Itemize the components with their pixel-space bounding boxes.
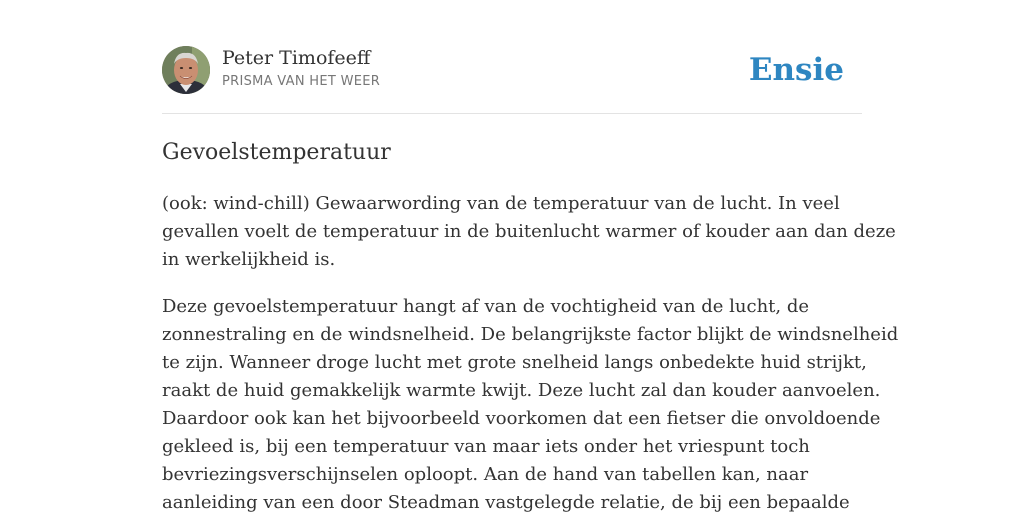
- text-line: Daardoor ook kan het bijvoorbeeld voorkomen dat een fietser die onvoldoende: [162, 408, 881, 429]
- author-header: [162, 46, 862, 96]
- text-line: in werkelijkheid is.: [162, 249, 336, 270]
- article-paragraph: [162, 190, 896, 274]
- text-line: zonnestraling en de windsnelheid. De belangrijkste factor blijkt de windsnelheid: [162, 324, 899, 345]
- text-line: te zijn. Wanneer droge lucht met grote snelheid langs onbedekte huid strijkt,: [162, 352, 867, 373]
- avatar-portrait-icon: [162, 46, 210, 94]
- author-name[interactable]: Peter Timofeeff: [222, 47, 371, 69]
- text-line: gevallen voelt de temperatuur in de buitenlucht warmer of kouder aan dan deze: [162, 221, 896, 242]
- ensie-logo[interactable]: Ensie: [748, 52, 844, 88]
- text-line: Deze gevoelstemperatuur hangt af van de vochtigheid van de lucht, de: [162, 296, 810, 317]
- article-body: [162, 190, 899, 512]
- text-line: (ook: wind-chill) Gewaarwording van de temperatuur van de lucht. In veel: [162, 193, 840, 214]
- text-line: gekleed is, bij een temperatuur van maar iets onder het vriespunt toch: [162, 436, 810, 457]
- text-line: raakt de huid gemakkelijk warmte kwijt. Deze lucht zal dan kouder aanvoelen.: [162, 380, 881, 401]
- article-title: Gevoelstemperatuur: [162, 140, 391, 165]
- text-line: bevriezingsverschijnselen oploopt. Aan de hand van tabellen kan, naar: [162, 464, 809, 485]
- text-line: aanleiding van een door Steadman vastgelegde relatie, de bij een bepaalde: [162, 492, 850, 512]
- author-source[interactable]: PRISMA VAN HET WEER: [222, 74, 381, 89]
- header-divider: [162, 113, 862, 114]
- article-paragraph: [162, 293, 899, 512]
- avatar[interactable]: [162, 46, 210, 94]
